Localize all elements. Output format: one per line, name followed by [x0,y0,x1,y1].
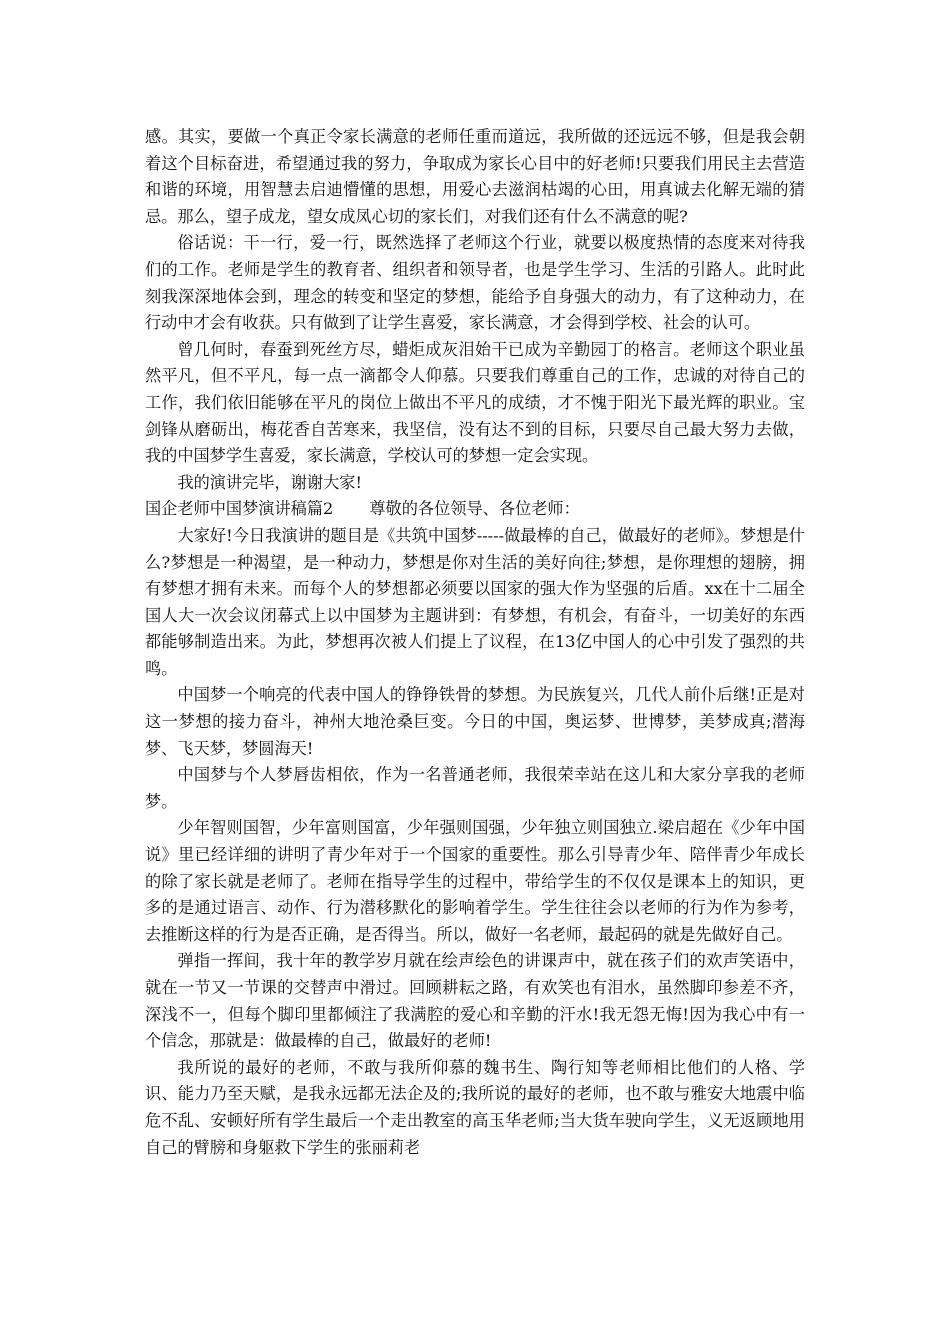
salutation: 尊敬的各位领导、各位老师： [369,499,580,519]
paragraph-silkworm: 曾几何时，春蚕到死丝方尽，蜡炬成灰泪始干已成为辛勤园丁的格言。老师这个职业虽然平凡，但不平凡，每一点一滴都令人仰慕。只要我们尊重自己的工作，忠诚的对待自己的工作，我们依旧能够在平凡的岗位上做出不平凡的成绩，才不愧于阳光下最光辉的职业。宝剑锋从磨砺出，梅花香自苦寒来，我坚信，没有达不到的目标，只要尽自己最大努力去做，我的中国梦学生喜爱，家长满意，学校认可的梦想一定会实现。 [145,339,805,466]
paragraph-closing: 我的演讲完毕，谢谢大家! [177,472,362,492]
paragraph-continued: 感。其实，要做一个真正令家长满意的老师任重而道远，我所做的还远远不够，但是我会朝着这个目标奋进，希望通过我的努力，争取成为家长心目中的好老师!只要我们用民主去营造和谐的环境，用智慧去启迪懵懂的思想，用爱心去滋润枯竭的心田，用真诚去化解无端的猜忌。那么，望子成龙，望女成凤心切的家长们，对我们还有什么不满意的呢? [145,127,805,226]
section-title: 国企老师中国梦演讲稿篇2 [145,499,334,519]
paragraph-ten-years: 弹指一挥间，我十年的教学岁月就在绘声绘色的讲课声中，就在孩子们的欢声笑语中，就在一节又一节课的交替声中滑过。回顾耕耘之路，有欢笑也有泪水，虽然脚印参差不齐，深浅不一，但每个脚印里都倾注了我满腔的爱心和辛勤的汗水!我无怨无悔!因为我心中有一个信念，那就是：做最棒的自己，做最好的老师! [145,951,805,1051]
paragraph-career-love: 俗话说：干一行，爱一行，既然选择了老师这个行业，就要以极度热情的态度来对待我们的工作。老师是学生的教育者、组织者和领导者，也是学生学习、生活的引路人。此时此刻我深深地体会到，理念的转变和坚定的梦想，能给予自身强大的动力，有了这种动力，在行动中才会有收获。只有做到了让学生喜爱，家长满意，才会得到学校、社会的认可。 [145,233,805,333]
paragraph-youth: 少年智则国智，少年富则国富，少年强则国强，少年独立则国独立.梁启超在《少年中国说》里已经详细的讲明了青少年对于一个国家的重要性。那么引导青少年、陪伴青少年成长的除了家长就是老师了。老师在指导学生的过程中，带给学生的不仅仅是课本上的知识，更多的是通过语言、动作、行为潜移默化的影响着学生。学生往往会以老师的行为作为参考，去推断这样的行为是否正确，是否得当。所以，做好一名老师，最起码的就是先做好自己。 [145,818,805,944]
paragraph-best-teacher: 我所说的最好的老师，不敢与我所仰慕的魏书生、陶行知等老师相比他们的人格、学识、能力乃至天赋，是我永远都无法企及的;我所说的最好的老师，也不敢与雅安大地震中临危不乱、安顿好所有学生最后一个走出教室的高玉华老师;当大货车驶向学生，义无返顾地用自己的臂膀和身躯救下学生的张丽莉老 [145,1057,805,1157]
paragraph-china-dream: 中国梦一个响亮的代表中国人的铮铮铁骨的梦想。为民族复兴，几代人前仆后继!正是对这一梦想的接力奋斗，神州大地沧桑巨变。今日的中国，奥运梦、世博梦，美梦成真;潜海梦、飞天梦，梦圆海天! [145,685,805,758]
paragraph-personal-dream: 中国梦与个人梦唇齿相依，作为一名普通老师，我很荣幸站在这儿和大家分享我的老师梦。 [145,765,805,811]
section-heading [145,496,805,523]
document-page [145,124,805,1161]
paragraph-intro: 大家好!今日我演讲的题目是《共筑中国梦-----做最棒的自己，做最好的老师》。梦想是什么?梦想是一种渴望，是一种动力，梦想是你对生活的美好向往;梦想，是你理想的翅膀，拥有梦想才拥有未来。而每个人的梦想都必须要以国家的强大作为坚强的后盾。xx在十二届全国人大一次会议闭幕式上以中国梦为主题讲到：有梦想，有机会，有奋斗，一切美好的东西都能够制造出来。为此，梦想再次被人们提上了议程，在13亿中国人的心中引发了强烈的共鸣。 [145,525,805,678]
